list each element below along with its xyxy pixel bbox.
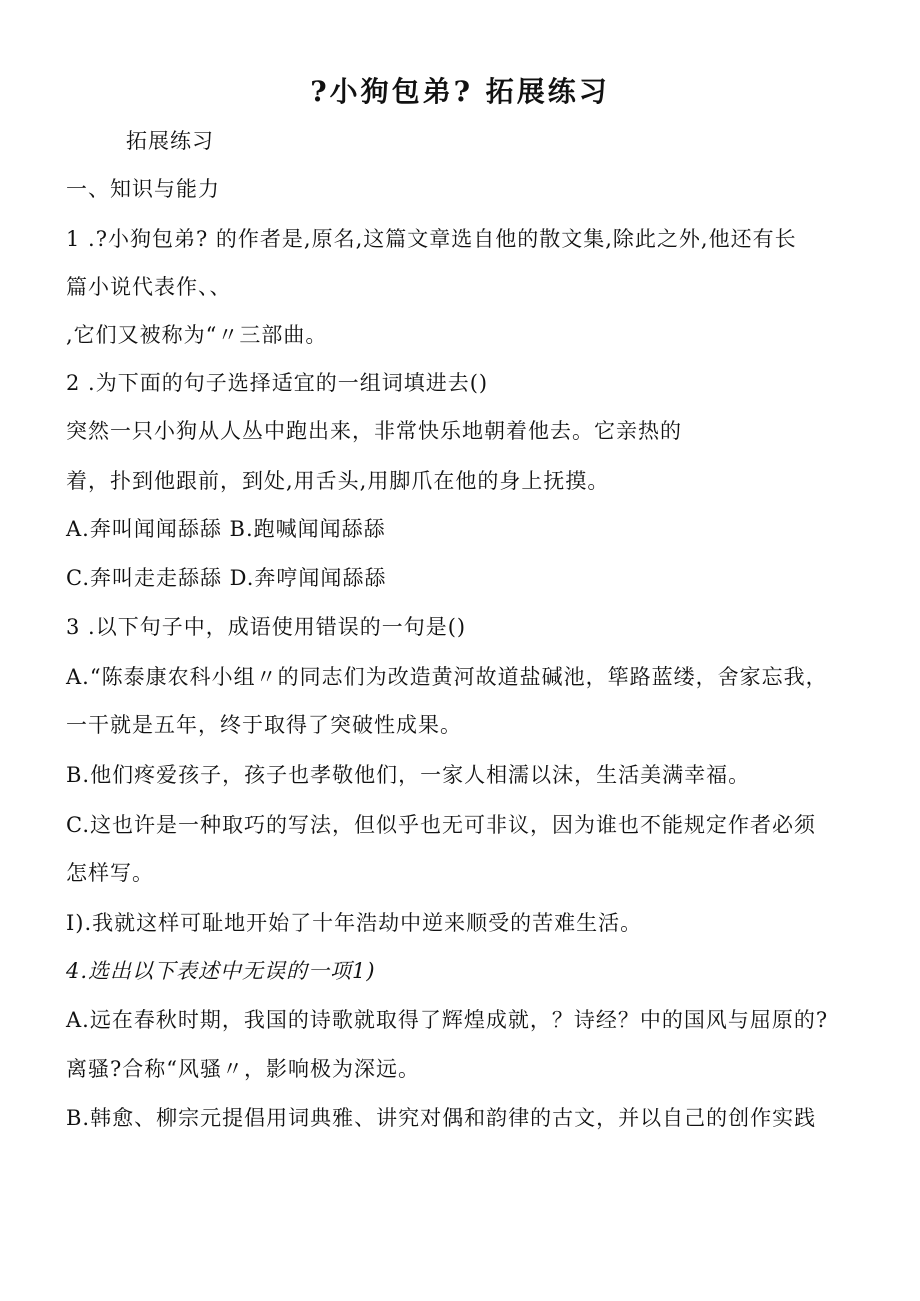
question-3-prompt: 3 .以下句子中，成语使用错误的一句是() [66, 615, 467, 639]
question-3-option-c-line-2: 怎样写。 [66, 861, 154, 885]
question-3-option-b: B.他们疼爱孩子，孩子也孝敬他们，一家人相濡以沫，生活美满幸福。 [66, 763, 751, 787]
section-subtitle: 拓展练习 [126, 129, 214, 153]
question-4-prompt: 4.选出以下表述中无误的一项1) [66, 959, 376, 983]
question-4-option-a-line-1: A.远在春秋时期，我国的诗歌就取得了辉煌成就，？诗经？中的国风与屈原的? [66, 1008, 829, 1032]
question-4-option-a-line-2: 离骚?合称“风骚〃，影响极为深远。 [66, 1057, 420, 1081]
question-3-option-c-line-1: C.这也许是一种取巧的写法，但似乎也无可非议，因为谁也不能规定作者必须 [66, 813, 816, 837]
document-title: ?小狗包弟? 拓展练习 [310, 75, 610, 108]
question-2-sentence-2: 着，扑到他跟前，到处,用舌头,用脚爪在他的身上抚摸。 [66, 469, 610, 493]
question-2-sentence-1: 突然一只小狗从人丛中跑出来，非常快乐地朝着他去。它亲热的 [66, 419, 682, 443]
question-2-prompt: 2 .为下面的句子选择适宜的一组词填进去() [66, 371, 489, 395]
question-1-line-3: ,它们又被称为“〃三部曲。 [66, 323, 328, 347]
question-1-line-2: 篇小说代表作、、 [66, 275, 232, 299]
section-heading: 一、知识与能力 [66, 177, 220, 201]
question-4-option-b-line-1: B.韩愈、柳宗元提倡用词典雅、讲究对偶和韵律的古文，并以自己的创作实践 [66, 1106, 817, 1130]
question-2-options-ab: A.奔叫闻闻舔舔 B.跑喊闻闻舔舔 [66, 517, 386, 541]
question-2-options-cd: C.奔叫走走舔舔 D.奔哼闻闻舔舔 [66, 566, 387, 590]
question-1-line-1: 1 .?小狗包弟? 的作者是,原名,这篇文章选自他的散文集,除此之外,他还有长 [66, 227, 797, 251]
question-3-option-a-line-2: 一干就是五年，终于取得了突破性成果。 [66, 713, 462, 737]
question-3-option-d: I).我就这样可耻地开始了十年浩劫中逆来顺受的苦难生活。 [66, 911, 643, 935]
question-3-option-a-line-1: A.“陈泰康农科小组〃的同志们为改造黄河故道盐碱池，筚路蓝缕，舍家忘我， [66, 665, 828, 689]
